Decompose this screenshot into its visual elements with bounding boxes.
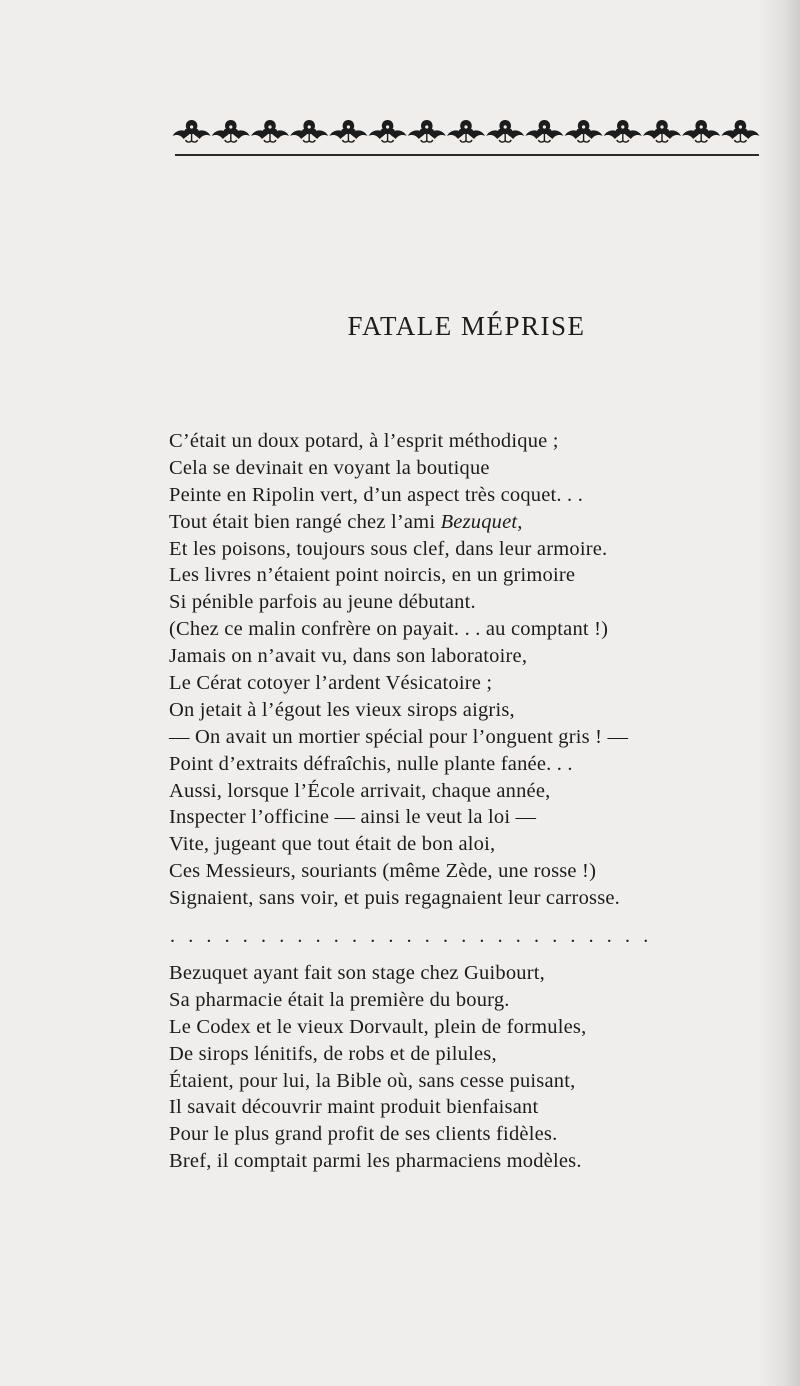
italic-name: Bezuquet, xyxy=(440,510,523,533)
stanza-2 xyxy=(169,960,586,1175)
fleuron-icon xyxy=(251,120,289,142)
verse-line: (Chez ce malin confrère on payait. . . au comptant !) xyxy=(169,618,609,641)
fleuron-icon xyxy=(525,120,563,142)
verse-line: Ces Messieurs, souriants (même Zède, une rosse !) xyxy=(169,860,597,883)
fleuron-icon xyxy=(604,120,642,142)
fleuron-icon xyxy=(329,120,367,142)
fleuron-icon xyxy=(173,120,211,142)
verse-line: Si pénible parfois au jeune débutant. xyxy=(169,591,476,614)
verse-line: Bref, il comptait parmi les pharmaciens modèles. xyxy=(169,1150,582,1173)
poem-title: FATALE MÉPRISE xyxy=(347,311,586,341)
verse-line: Cela se devinait en voyant la boutique xyxy=(169,456,490,479)
verse-line: Bezuquet ayant fait son stage chez Guibourt, xyxy=(169,962,545,984)
verse-line: Vite, jugeant que tout était de bon aloi, xyxy=(169,833,496,856)
verse-line: Inspecter l’officine — ainsi le veut la loi — xyxy=(169,806,537,829)
verse-line: Sa pharmacie était la première du bourg. xyxy=(169,988,510,1011)
verse-line: Pour le plus grand profit de ses clients fidèles. xyxy=(169,1123,558,1146)
fleuron-icon xyxy=(290,120,328,142)
verse-line-text: Tout était bien rangé chez l’ami xyxy=(169,510,436,533)
header-rule xyxy=(175,154,759,156)
verse-line-with-name xyxy=(169,509,628,536)
stanza-1 xyxy=(169,428,628,912)
verse-line: Étaient, pour lui, la Bible où, sans cesse puisant, xyxy=(169,1069,576,1092)
verse-line: Jamais on n’avait vu, dans son laboratoire, xyxy=(169,645,528,668)
verse-line: Et les poisons, toujours sous clef, dans leur armoire. xyxy=(169,537,608,560)
fleuron-icon xyxy=(486,120,524,142)
verse-line: Il savait découvrir maint produit bienfaisant xyxy=(169,1096,539,1119)
verse-line: Les livres n’étaient point noircis, en un grimoire xyxy=(169,564,576,587)
verse-line: On jetait à l’égout les vieux sirops aigris, xyxy=(169,698,515,721)
fleuron-icon xyxy=(721,120,759,142)
verse-line: Point d’extraits défraîchis, nulle plante fanée. . . xyxy=(169,752,573,775)
verse-line: — On avait un mortier spécial pour l’onguent gris ! — xyxy=(169,725,629,748)
fleuron-icon xyxy=(682,120,720,142)
verse-line: C’était un doux potard, à l’esprit méthodique ; xyxy=(169,430,559,452)
fleuron-icon xyxy=(369,120,407,142)
verse-line: Signaient, sans voir, et puis regagnaient leur carrosse. xyxy=(169,887,620,910)
verse-line: Le Codex et le vieux Dorvault, plein de formules, xyxy=(169,1015,587,1038)
verse-line: De sirops lénitifs, de robs et de pilules, xyxy=(169,1042,497,1065)
fleuron-icon xyxy=(212,120,250,142)
fleuron-icon xyxy=(447,120,485,142)
fleuron-icon xyxy=(643,120,681,142)
verse-line: Aussi, lorsque l’École arrivait, chaque année, xyxy=(169,779,551,802)
fleuron-icon xyxy=(408,120,446,142)
page-edge-shadow xyxy=(758,0,800,1386)
verse-line: Le Cérat cotoyer l’ardent Vésicatoire ; xyxy=(169,672,493,695)
fleuron-icon xyxy=(565,120,603,142)
verse-line: Peinte en Ripolin vert, d’un aspect très coquet. . . xyxy=(169,483,584,506)
dotted-separator: ........................... xyxy=(170,925,662,947)
floral-fleuron-band xyxy=(172,116,760,146)
